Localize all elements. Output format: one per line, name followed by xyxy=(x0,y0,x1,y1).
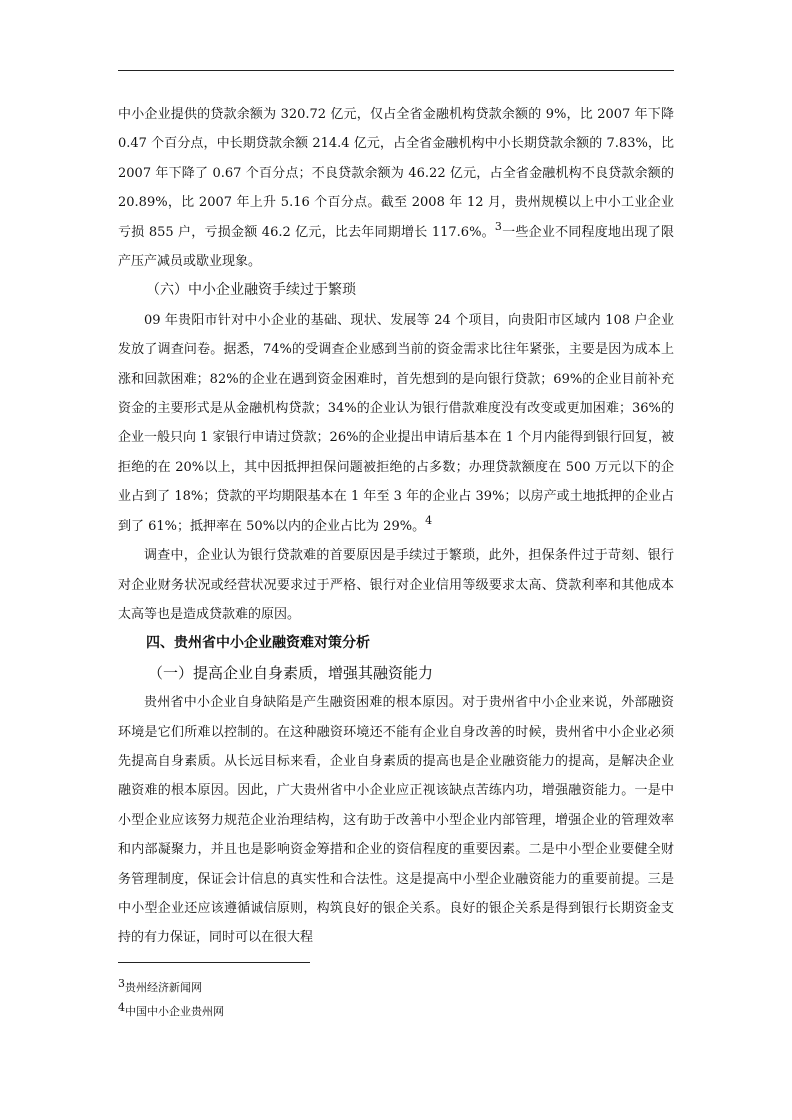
footnote-ref-4[interactable]: 4 xyxy=(425,513,433,527)
paragraph-improve-quality: 贵州省中小企业自身缺陷是产生融资困难的根本原因。对于贵州省中小企业来说，外部融资环境是它们所难以控制的。在这种融资环境还不能有企业自身改善的时候，贵州省中小企业必须先提高自身素质。从长远目标来看，企业自身素质的提高也是企业融资能力的提高，是解决企业融资难的根本原因。因此，广大贵州省中小企业应正视该缺点苦练内功，增强融资能力。一是中小型企业应该努力规范企业治理结构，这有助于改善中小型企业内部管理，增强企业的管理效率和内部凝聚力，并且也是影响资金筹措和企业的资信程度的重要因素。二是中小型企业要健全财务管理制度，保证会计信息的真实性和合法性。这是提高中小型企业融资能力的重要前提。三是中小型企业还应该遵循诚信原则，构筑良好的银企关系。良好的银企关系是得到银行长期资金支持的有力保证，同时可以在很大程 xyxy=(118,695,674,946)
paragraph-survey: 09 年贵阳市针对中小企业的基础、现状、发展等 24 个项目，向贵阳市区域内 108 户企业发放了调查问卷。据悉，74%的受调查企业感到当前的资金需求比往年紧张，主要是因为成本上涨和回款困难；82%的企业在遇到资金困难时，首先想到的是向银行贷款；69%的企业目前补充资金的主要形式是从金融机构贷款；34%的企业认为银行借款难度没有改变或更加困难；36%的企业一般只向 1 家银行申请过贷款；26%的企业提出申请后基本在 1 个月内能得到银行回复，被拒绝的在 20%以上，其中因抵押担保问题被拒绝的占多数；办理贷款额度在 500 万元以下的企业占到了 18%；贷款的平均期限基本在 1 年至 3 年的企业占 39%；以房产或土地抵押的企业占到了 61%；抵押率在 50%以内的企业占比为 29%。$^4$ xyxy=(118,312,674,534)
paragraph-survey-reasons: 调查中，企业认为银行贷款难的首要原因是手续过于繁琐，此外，担保条件过于苛刻、银行对企业财务状况或经营状况要求过于严格、银行对企业信用等级要求太高、贷款利率和其他成本太高等也是造成贷款难的原因。 xyxy=(118,548,674,622)
heading-section-6: （六）中小企业融资手续过于繁琐 xyxy=(146,282,356,299)
header-rule xyxy=(118,70,674,71)
paragraph-loan-balance: 中小企业提供的贷款余额为 320.72 亿元，仅占全省金融机构贷款余额的 9%，比 2007 年下降 0.47 个百分点，中长期贷款余额 214.4 亿元，占全省金融机构中小长期贷款余额的 7.83%，比 2007 年下降了 0.67 个百分点；不良贷款余额为 46.22 亿元，占全省金融机构不良贷款余额的 20.89%，比 2007 年上升 5.16 个百分点。截至 2008 年 12 月，贵州规模以上中小工业企业亏损 855 户，亏损金额 46.2 亿元，比去年同期增长 117.6%。$^3$一些企业不同程度地出现了限产压产减员或歇业现象。 xyxy=(118,107,674,270)
footnotes xyxy=(118,976,674,1024)
footnote-4: $^4$中国中小企业贵州网 xyxy=(118,1001,224,1018)
heading-part-4-1: （一）提高企业自身素质，增强其融资能力 xyxy=(148,663,434,682)
footnote-3: $^3$贵州经济新闻网 xyxy=(118,977,202,994)
footnote-ref-3[interactable]: 3 xyxy=(494,219,502,233)
heading-part-4: 四、贵州省中小企业融资难对策分析 xyxy=(146,635,370,652)
body-text xyxy=(118,100,674,953)
footnote-separator xyxy=(118,962,310,963)
